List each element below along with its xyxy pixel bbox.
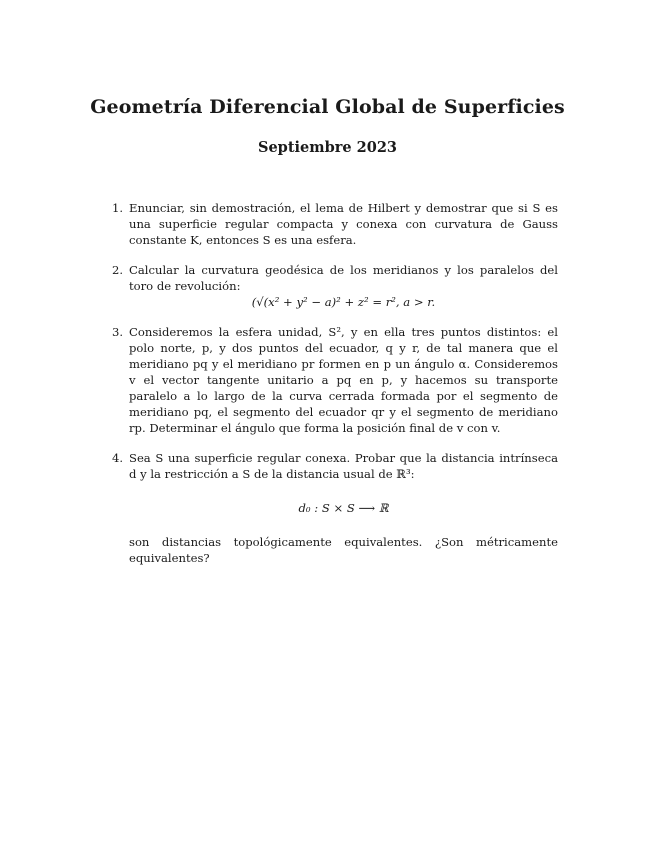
problem-number: 2. <box>112 263 124 277</box>
exam-date: Septiembre 2023 <box>257 139 398 156</box>
problem-2 <box>112 262 558 310</box>
problem-number: 3. <box>112 325 124 339</box>
distance-map-formula: d₀ : S × S ⟶ ℝ <box>298 501 389 515</box>
problem-4 <box>112 450 558 566</box>
problem-text-after: son distancias topológicamente equivalentes. ¿Son métricamente equivalentes? <box>129 535 558 565</box>
problem-1 <box>112 200 558 248</box>
problem-text: Sea S una superficie regular conexa. Probar que la distancia intrínseca d y la restricción a S de la distancia usual de ℝ³: <box>129 451 558 481</box>
torus-equation: (√(x² + y² − a)² + z² = r², a > r. <box>251 295 436 309</box>
page-title: Geometría Diferencial Global de Superficies <box>90 96 565 118</box>
problem-number: 1. <box>112 201 124 215</box>
problem-text: Consideremos la esfera unidad, S², y en ella tres puntos distintos: el polo norte, p, y dos puntos del ecuador, q y r, de tal manera que el meridiano pq y el meridiano pr formen en p un ángulo α. Consideremos v el vector tangente unitario a pq en p, y hacemos su transporte paralelo a lo largo de la curva cerrada formada por el segmento de meridiano pq, el segmento del ecuador qr y el segmento de meridiano rp. Determinar el ángulo que forma la posición final de v con v. <box>129 325 558 435</box>
problem-text: Enunciar, sin demostración, el lema de Hilbert y demostrar que si S es una superficie regular compacta y conexa con curvatura de Gauss constante K, entonces S es una esfera. <box>129 201 558 247</box>
problem-text: Calcular la curvatura geodésica de los meridianos y los paralelos del toro de revolución: <box>129 263 558 293</box>
problem-3 <box>112 324 558 436</box>
problem-list <box>112 200 558 580</box>
problem-number: 4. <box>112 451 124 465</box>
